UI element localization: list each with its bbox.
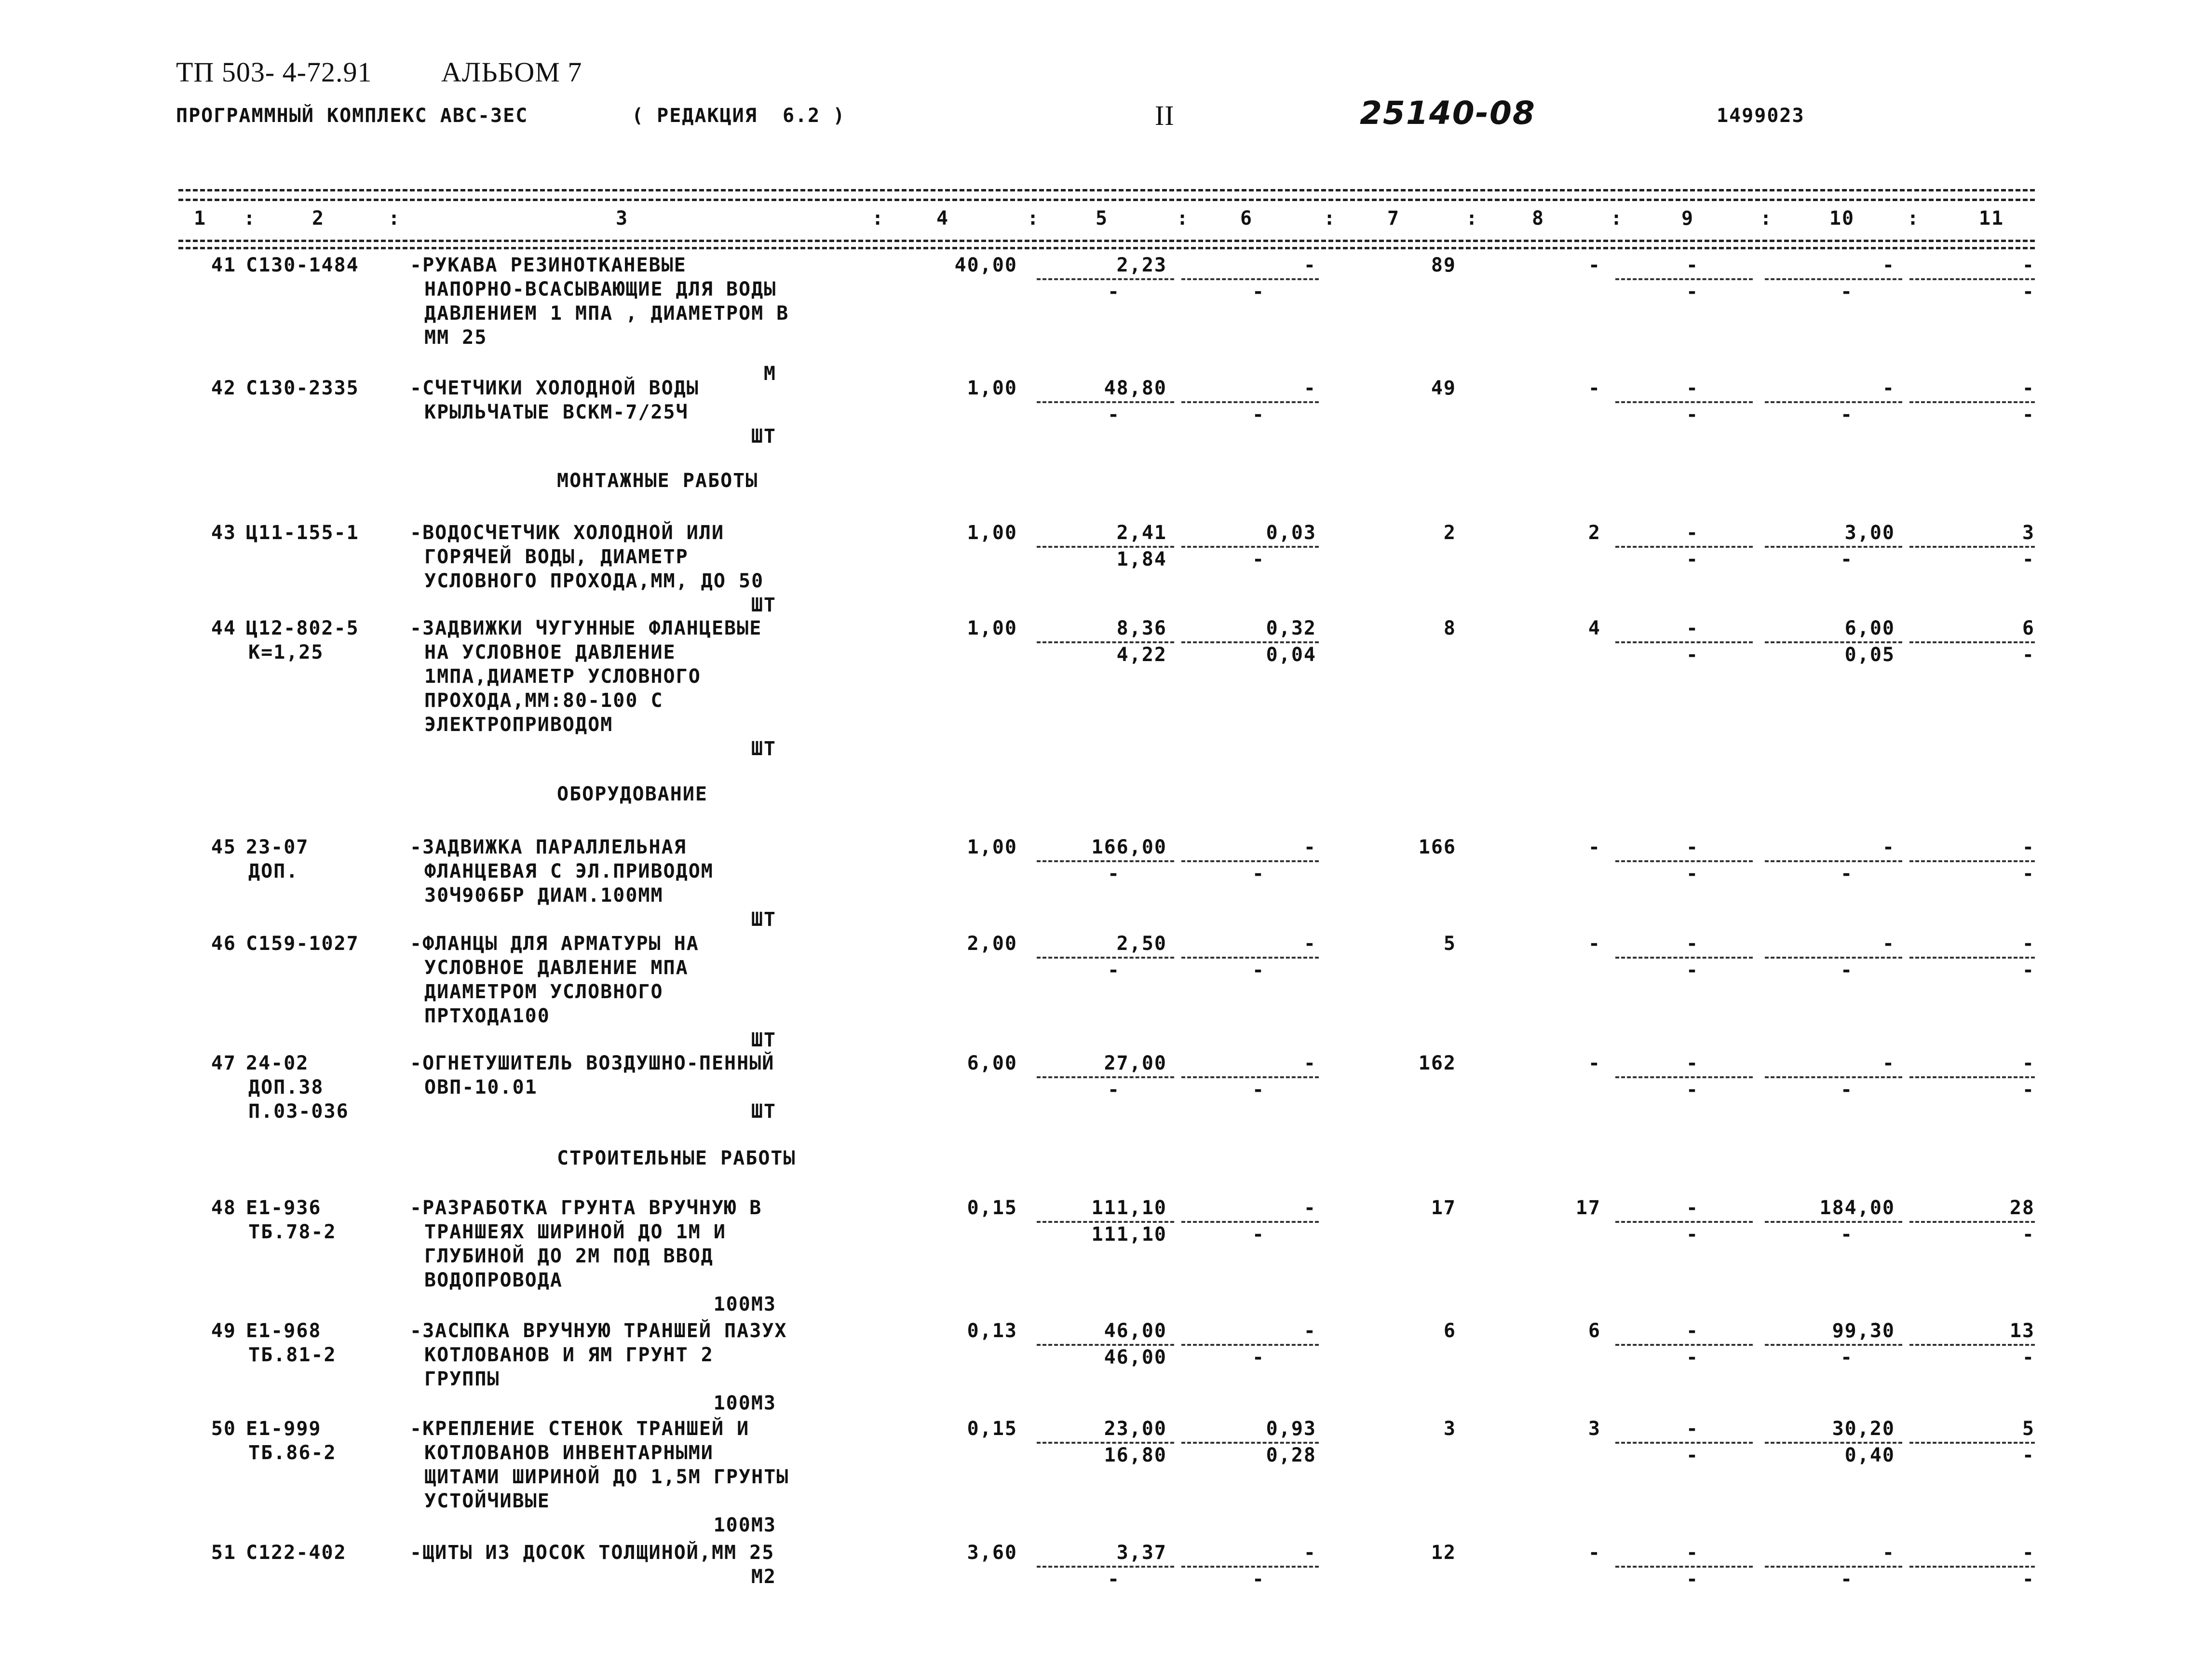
item-description: -ВОДОСЧЕТЧИК ХОЛОДНОЙ ИЛИ [410,522,725,544]
col5-value-2: - [1107,1568,1121,1590]
col5-value-2: 1,84 [1116,548,1167,570]
column-number: 11 [1978,207,2004,230]
column-number: 6 [1240,207,1253,230]
edition: ( РЕДАКЦИЯ 6.2 ) [632,105,846,127]
row-number: 41 [211,254,236,276]
column-number: 3 [615,207,629,230]
row-number: 48 [211,1197,236,1219]
item-code: Е1-968 [246,1320,322,1342]
col9-value-2: - [1686,959,1699,981]
item-description: УСЛОВНОЕ ДАВЛЕНИЕ МПА [424,957,689,979]
unit: ШТ [751,425,776,447]
unit: ШТ [751,738,776,760]
col7-value: 2 [1443,522,1456,544]
row-number: 47 [211,1052,236,1074]
col11-value-2: - [2022,1346,2035,1368]
col10-value-2: - [1840,1346,1854,1368]
quantity: 1,00 [967,377,1017,399]
item-code: Ц12-802-5 [246,617,359,639]
item-description: ЩИТАМИ ШИРИНОЙ ДО 1,5М ГРУНТЫ [424,1466,789,1488]
col11-value-2: - [2022,1079,2035,1101]
col5-value: 27,00 [1104,1052,1167,1074]
col5-value: 8,36 [1116,617,1167,639]
section-title-construction: СТРОИТЕЛЬНЫЕ РАБОТЫ [557,1147,796,1169]
col6-value-2: - [1252,1568,1265,1590]
col11-value: 3 [2022,522,2035,544]
col9-value: - [1686,1052,1699,1074]
item-code: С130-1484 [246,254,359,276]
item-description: ТРАНШЕЯХ ШИРИНОЙ ДО 1М И [424,1221,726,1243]
item-description: ОВП-10.01 [424,1076,538,1098]
col5-value: 2,23 [1116,254,1167,276]
quantity: 1,00 [967,836,1017,858]
col8-value: - [1588,933,1601,955]
item-description: 1МПА,ДИАМЕТР УСЛОВНОГО [424,665,701,688]
unit: 100М3 [713,1392,776,1414]
col10-value: 184,00 [1819,1197,1895,1219]
row-number: 46 [211,933,236,955]
col5-value: 23,00 [1104,1418,1167,1440]
col10-value-2: - [1840,1568,1854,1590]
item-code: 24-02 [246,1052,309,1074]
col5-value: 2,50 [1116,933,1167,955]
col9-value-2: - [1686,1079,1699,1101]
table-top-rule [178,189,2035,191]
album-label: АЛЬБОМ 7 [441,56,582,88]
col9-value-2: - [1686,281,1699,303]
col6-value: - [1303,254,1316,276]
col11-value: 13 [2009,1320,2035,1342]
header-bottom-rule-2 [178,247,2035,249]
column-separator: : [1177,207,1190,230]
col5-value-2: - [1107,1079,1121,1101]
col7-value: 12 [1431,1542,1456,1564]
col6-value: 0,32 [1266,617,1316,639]
item-description: ДИАМЕТРОМ УСЛОВНОГО [424,981,663,1003]
item-code: Ц11-155-1 [246,522,359,544]
row-number: 51 [211,1542,236,1564]
col10-value-2: 0,40 [1844,1444,1895,1466]
col11-value: - [2022,377,2035,399]
item-description: ГЛУБИНОЙ ДО 2М ПОД ВВОД [424,1245,714,1267]
item-code: ТБ.81-2 [248,1344,337,1366]
item-description: НАПОРНО-ВСАСЫВАЮЩИЕ ДЛЯ ВОДЫ [424,278,777,300]
col11-value-2: - [2022,1568,2035,1590]
col10-value-2: - [1840,1079,1854,1101]
col8-value: - [1588,836,1601,858]
column-separator: : [872,207,885,230]
item-code: С130-2335 [246,377,359,399]
column-number: 10 [1829,207,1855,230]
item-description: ПРТХОДА100 [424,1005,550,1027]
col11-value: - [2022,254,2035,276]
col11-value-2: - [2022,404,2035,426]
column-separator: : [1324,207,1337,230]
col11-value: 5 [2022,1418,2035,1440]
col8-value: 6 [1588,1320,1601,1342]
unit: ШТ [751,594,776,616]
item-code: ДОП.38 [248,1076,324,1098]
item-description: ММ 25 [424,326,487,349]
column-separator: : [1907,207,1920,230]
column-separator: : [1027,207,1040,230]
col10-value-2: - [1840,548,1854,570]
item-code: ТБ.86-2 [248,1442,337,1464]
col6-value: - [1303,1052,1316,1074]
col8-value: - [1588,1052,1601,1074]
column-number: 5 [1095,207,1109,230]
item-description: -ЗАСЫПКА ВРУЧНУЮ ТРАНШЕЙ ПАЗУХ [410,1320,787,1342]
item-description: -ЗАДВИЖКА ПАРАЛЛЕЛЬНАЯ [410,836,687,858]
row-number: 45 [211,836,236,858]
col11-value-2: - [2022,548,2035,570]
item-description: КОТЛОВАНОВ ИНВЕНТАРНЫМИ [424,1442,714,1464]
col6-value: - [1303,836,1316,858]
item-description: -ФЛАНЦЫ ДЛЯ АРМАТУРЫ НА [410,933,699,955]
col10-value: - [1882,836,1895,858]
quantity: 0,15 [967,1197,1017,1219]
col5-value-2: 111,10 [1091,1223,1167,1246]
col6-value-2: - [1252,1079,1265,1101]
col7-value: 17 [1431,1197,1456,1219]
unit: 100М3 [713,1293,776,1315]
quantity: 1,00 [967,522,1017,544]
col8-value: 2 [1588,522,1601,544]
col7-value: 89 [1431,254,1456,276]
col5-value-2: 16,80 [1104,1444,1167,1466]
col9-value-2: - [1686,1444,1699,1466]
item-description: ФЛАНЦЕВАЯ С ЭЛ.ПРИВОДОМ [424,860,714,882]
item-code: ТБ.78-2 [248,1221,337,1243]
col9-value-2: - [1686,644,1699,666]
col6-value-2: - [1252,863,1265,885]
unit: М2 [751,1566,776,1588]
col11-value: 28 [2009,1197,2035,1219]
col10-value-2: - [1840,404,1854,426]
col6-value: - [1303,1542,1316,1564]
col7-value: 6 [1443,1320,1456,1342]
item-description: -ЗАДВИЖКИ ЧУГУННЫЕ ФЛАНЦЕВЫЕ [410,617,762,639]
column-number: 4 [936,207,949,230]
col11-value-2: - [2022,959,2035,981]
quantity: 0,15 [967,1418,1017,1440]
col9-value-2: - [1686,863,1699,885]
col11-value: - [2022,1542,2035,1564]
col5-value: 2,41 [1116,522,1167,544]
column-number: 7 [1387,207,1400,230]
col6-value: 0,93 [1266,1418,1316,1440]
column-separator: : [1611,207,1624,230]
row-number: 42 [211,377,236,399]
col6-value: 0,03 [1266,522,1316,544]
col6-value-2: - [1252,404,1265,426]
col10-value: 99,30 [1832,1320,1895,1342]
item-code: Е1-936 [246,1197,322,1219]
col9-value-2: - [1686,1568,1699,1590]
quantity: 0,13 [967,1320,1017,1342]
item-description: КРЫЛЬЧАТЫЕ ВСКМ-7/25Ч [424,401,689,423]
quantity: 40,00 [954,254,1017,276]
item-description: КОТЛОВАНОВ И ЯМ ГРУНТ 2 [424,1344,714,1366]
col11-value-2: - [2022,644,2035,666]
row-number: 44 [211,617,236,639]
col6-value-2: - [1252,1346,1265,1368]
col10-value-2: - [1840,863,1854,885]
row-number: 49 [211,1320,236,1342]
item-description: -ЩИТЫ ИЗ ДОСОК ТОЛЩИНОЙ,ММ 25 [410,1542,775,1564]
item-description: -РУКАВА РЕЗИНОТКАНЕВЫЕ [410,254,687,276]
col6-value-2: - [1252,548,1265,570]
col10-value-2: - [1840,281,1854,303]
col5-value-2: 46,00 [1104,1346,1167,1368]
row-number: 43 [211,522,236,544]
col11-value-2: - [2022,863,2035,885]
item-description: ДАВЛЕНИЕМ 1 МПА , ДИАМЕТРОМ В [424,302,789,325]
col10-value: - [1882,377,1895,399]
col9-value: - [1686,1320,1699,1342]
item-code: К=1,25 [248,641,324,664]
column-separator: : [388,207,401,230]
col9-value-2: - [1686,404,1699,426]
col8-value: 3 [1588,1418,1601,1440]
doc-code: ТП 503- 4-72.91 [176,56,372,88]
col5-value-2: - [1107,404,1121,426]
col9-value: - [1686,1418,1699,1440]
item-description: -КРЕПЛЕНИЕ СТЕНОК ТРАНШЕЙ И [410,1418,750,1440]
col7-value: 49 [1431,377,1456,399]
col10-value-2: 0,05 [1844,644,1895,666]
col6-value-2: 0,28 [1266,1444,1316,1466]
col9-value: - [1686,836,1699,858]
col5-value-2: - [1107,281,1121,303]
col9-value: - [1686,377,1699,399]
col8-value: - [1588,377,1601,399]
doc-number: 1499023 [1717,105,1805,127]
col6-value-2: - [1252,959,1265,981]
item-code: Е1-999 [246,1418,322,1440]
item-code: ДОП. [248,860,299,882]
item-description: 30Ч906БР ДИАМ.100ММ [424,884,663,907]
unit: ШТ [751,1100,776,1123]
col11-value: - [2022,933,2035,955]
col6-value: - [1303,933,1316,955]
col9-value-2: - [1686,1223,1699,1246]
col8-value: 4 [1588,617,1601,639]
table-top-rule-2 [178,199,2035,201]
unit: М [763,363,776,385]
col10-value: - [1882,1052,1895,1074]
handwritten-number: 25140-08 [1360,95,1536,132]
col8-value: 17 [1575,1197,1601,1219]
section-title-equipment: ОБОРУДОВАНИЕ [557,783,708,805]
item-description: ГОРЯЧЕЙ ВОДЫ, ДИАМЕТР [424,546,689,568]
col10-value: 3,00 [1844,522,1895,544]
col5-value-2: 4,22 [1116,644,1167,666]
col11-value: - [2022,836,2035,858]
col10-value: 6,00 [1844,617,1895,639]
column-number: 8 [1531,207,1545,230]
item-description: НА УСЛОВНОЕ ДАВЛЕНИЕ [424,641,676,664]
col9-value: - [1686,254,1699,276]
col7-value: 162 [1418,1052,1456,1074]
column-separator: : [1760,207,1773,230]
column-number: 1 [193,207,207,230]
item-code: 23-07 [246,836,309,858]
header-bottom-rule [178,240,2035,242]
col9-value: - [1686,617,1699,639]
col6-value: - [1303,377,1316,399]
col5-value-2: - [1107,863,1121,885]
unit: 100М3 [713,1514,776,1536]
col6-value-2: - [1252,1223,1265,1246]
quantity: 6,00 [967,1052,1017,1074]
col9-value-2: - [1686,1346,1699,1368]
column-number: 9 [1681,207,1694,230]
item-description: УСТОЙЧИВЫЕ [424,1490,550,1512]
column-separator: : [1466,207,1479,230]
item-code: С122-402 [246,1542,347,1564]
col8-value: - [1588,254,1601,276]
section-title-montage: МОНТАЖНЫЕ РАБОТЫ [557,470,758,492]
col5-value: 166,00 [1091,836,1167,858]
col7-value: 3 [1443,1418,1456,1440]
col5-value: 3,37 [1116,1542,1167,1564]
col5-value: 46,00 [1104,1320,1167,1342]
item-description: ПРОХОДА,ММ:80-100 С [424,690,663,712]
col9-value: - [1686,522,1699,544]
col6-value-2: - [1252,281,1265,303]
item-description: УСЛОВНОГО ПРОХОДА,ММ, ДО 50 [424,570,764,592]
col11-value: - [2022,1052,2035,1074]
col10-value-2: - [1840,1223,1854,1246]
col6-value-2: 0,04 [1266,644,1316,666]
col11-value-2: - [2022,1444,2035,1466]
col10-value-2: - [1840,959,1854,981]
item-code: П.03-036 [248,1100,349,1123]
col11-value-2: - [2022,1223,2035,1246]
col7-value: 5 [1443,933,1456,955]
unit: ШТ [751,1029,776,1051]
column-separator: : [244,207,257,230]
col10-value: - [1882,254,1895,276]
col11-value: 6 [2022,617,2035,639]
col10-value: 30,20 [1832,1418,1895,1440]
col9-value: - [1686,1197,1699,1219]
col9-value: - [1686,933,1699,955]
col6-value: - [1303,1320,1316,1342]
item-description: ГРУППЫ [424,1368,500,1390]
col7-value: 166 [1418,836,1456,858]
col10-value: - [1882,933,1895,955]
unit: ШТ [751,908,776,931]
page-number: II [1155,100,1175,131]
program-name: ПРОГРАММНЫЙ КОМПЛЕКС АВС-3ЕС [176,105,528,127]
col6-value: - [1303,1197,1316,1219]
item-description: -РАЗРАБОТКА ГРУНТА ВРУЧНУЮ В [410,1197,762,1219]
item-description: ВОДОПРОВОДА [424,1269,563,1291]
row-number: 50 [211,1418,236,1440]
quantity: 2,00 [967,933,1017,955]
item-code: С159-1027 [246,933,359,955]
quantity: 3,60 [967,1542,1017,1564]
col7-value: 8 [1443,617,1456,639]
column-number: 2 [311,207,325,230]
item-description: ЭЛЕКТРОПРИВОДОМ [424,714,613,736]
col5-value: 48,80 [1104,377,1167,399]
item-description: -СЧЕТЧИКИ ХОЛОДНОЙ ВОДЫ [410,377,699,399]
col10-value: - [1882,1542,1895,1564]
col9-value-2: - [1686,548,1699,570]
col11-value-2: - [2022,281,2035,303]
quantity: 1,00 [967,617,1017,639]
col9-value: - [1686,1542,1699,1564]
col8-value: - [1588,1542,1601,1564]
item-description: -ОГНЕТУШИТЕЛЬ ВОЗДУШНО-ПЕННЫЙ [410,1052,775,1074]
col5-value: 111,10 [1091,1197,1167,1219]
col5-value-2: - [1107,959,1121,981]
